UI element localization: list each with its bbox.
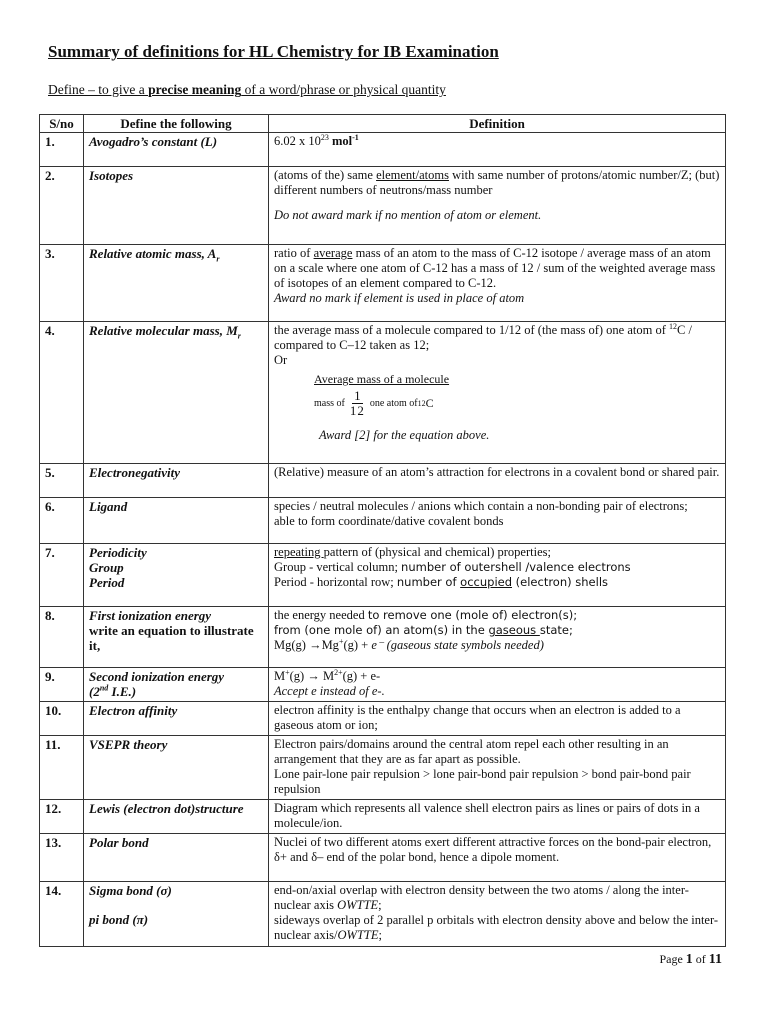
def-text: Period - horizontal row;: [274, 575, 397, 589]
table-row: [40, 498, 726, 544]
def-text: (g) → M: [289, 669, 335, 683]
mass-equation: [314, 372, 720, 418]
table-row: [40, 607, 726, 668]
define-instruction: [48, 82, 446, 98]
row-definition: [269, 882, 726, 947]
def-text: sideways overlap of 2 parallel p orbitals with electron density above and below the inter-nuclear axis/: [274, 913, 719, 942]
def-text: pattern of (physical and chemical) properties;: [323, 545, 551, 559]
def-text: Electron pairs/domains around the central atom repel each other resulting in an arrangement that they are as far apart as possible.: [274, 737, 669, 766]
table-row: [40, 736, 726, 800]
header-sno: S/no: [40, 115, 84, 133]
def-text: end-on/axial overlap with electron density between the two atoms / along the inter-nuclear axis: [274, 883, 689, 912]
equation-denominator: mass of $\frac{1}{12}$ one atom of 12 C: [314, 388, 434, 418]
def-text: from (one mole of) an atom(s) in the: [274, 623, 489, 637]
def-text: the energy needed: [274, 608, 368, 622]
def-text: Group - vertical column;: [274, 560, 402, 574]
def-underlined: occupied: [460, 575, 513, 589]
one-atom-text: one atom of: [369, 398, 418, 409]
table-row: [40, 882, 726, 947]
table-row: [40, 800, 726, 834]
term-text: I.E.): [108, 684, 137, 699]
table-row: [40, 245, 726, 322]
subtitle-post: of a word/phrase or physical quantity: [241, 82, 446, 97]
def-note: Award [2] for the equation above.: [319, 428, 490, 442]
term-sub: r: [237, 331, 241, 341]
row-number: 9.: [40, 668, 84, 702]
table-row: [40, 133, 726, 167]
table-row: [40, 322, 726, 464]
row-term: [84, 607, 269, 668]
row-term: [84, 245, 269, 322]
term-text: Second ionization energy: [89, 669, 225, 684]
row-number: 4.: [40, 322, 84, 464]
def-note: OWTTE: [337, 898, 379, 912]
term-text: Periodicity: [89, 545, 147, 560]
def-unit: mol: [328, 134, 353, 148]
table-row: [40, 668, 726, 702]
row-term: Electron affinity: [84, 702, 269, 736]
def-note: OWTTE: [337, 928, 379, 942]
row-term: [84, 668, 269, 702]
def-note: Do not award mark if no mention of atom or element.: [274, 208, 542, 222]
def-text: able to form coordinate/dative covalent bonds: [274, 514, 504, 528]
row-term: Lewis (electron dot)structure: [84, 800, 269, 834]
def-sup: 23: [320, 132, 329, 142]
table-row: [40, 834, 726, 882]
def-sup: +: [338, 636, 344, 646]
row-definition: [269, 736, 726, 800]
subtitle-pre: Define – to give a: [48, 82, 149, 97]
def-text: species / neutral molecules / anions which contain a non-bonding pair of electrons;: [274, 499, 688, 513]
def-text: (electron) shells: [512, 575, 609, 589]
term-text: First ionization energy: [89, 608, 212, 623]
term-text: Relative molecular mass, M: [89, 323, 238, 338]
term-sup: nd: [99, 683, 109, 693]
header-term: Define the following: [84, 115, 269, 133]
term-sub: r: [216, 254, 220, 264]
row-number: 10.: [40, 702, 84, 736]
row-number: 7.: [40, 544, 84, 607]
row-term: [84, 882, 269, 947]
term-text: (2: [89, 684, 100, 699]
table-row: [40, 464, 726, 498]
row-term: Electronegativity: [84, 464, 269, 498]
def-text: ;: [378, 898, 382, 912]
def-text: number of outershell /valence electrons: [401, 560, 631, 574]
row-definition: [269, 167, 726, 245]
def-underlined: repeating: [274, 545, 324, 559]
footer-text: of: [692, 952, 709, 966]
row-definition: electron affinity is the enthalpy change that occurs when an electron is added to a gaseous atom or ion;: [269, 702, 726, 736]
def-text: (atoms of the) same: [274, 168, 377, 182]
row-number: 8.: [40, 607, 84, 668]
row-term: VSEPR theory: [84, 736, 269, 800]
def-text: mass of an atom to the mass of C-12 isotope / average mass of an atom on a scale where one atom of C-12 has a mass of 12 / sum of the weighted average mass of isotopes of an element compared to C-12.: [274, 246, 716, 290]
table-header-row: [40, 115, 726, 133]
def-text: (g) +: [343, 638, 372, 652]
def-text: state;: [539, 623, 573, 637]
mass-of-text: mass of: [314, 398, 345, 409]
row-number: 12.: [40, 800, 84, 834]
def-note: Award no mark if element is used in place of atom: [274, 291, 525, 305]
row-number: 2.: [40, 167, 84, 245]
def-text: M: [274, 669, 286, 683]
fraction-twelve: 12: [349, 403, 365, 418]
equation-numerator: Average mass of a molecule: [314, 372, 450, 386]
subtitle-bold: precise meaning: [148, 82, 242, 97]
row-number: 3.: [40, 245, 84, 322]
def-sup: 12: [669, 321, 678, 331]
row-definition: [269, 544, 726, 607]
carbon-symbol: C: [425, 396, 434, 410]
row-definition: [269, 607, 726, 668]
row-definition: [269, 668, 726, 702]
row-number: 11.: [40, 736, 84, 800]
row-number: 6.: [40, 498, 84, 544]
one-twelfth-fraction: [350, 389, 365, 418]
page-total: 11: [708, 952, 722, 967]
term-text: Sigma bond (σ): [89, 883, 172, 898]
footer-text: Page: [659, 952, 686, 966]
def-sup: +: [285, 667, 290, 677]
row-definition: Nuclei of two different atoms exert different attractive forces on the bond-pair electron, δ+ and δ– end of the polar bond, hence a dipole moment.: [269, 834, 726, 882]
def-text: C / compared to C–12 taken as 12;: [274, 323, 692, 352]
document-title: Summary of definitions for HL Chemistry for IB Examination: [48, 42, 499, 61]
row-term: Polar bond: [84, 834, 269, 882]
table-row: [40, 167, 726, 245]
row-term: Isotopes: [84, 167, 269, 245]
row-term: [84, 544, 269, 607]
header-definition: Definition: [269, 115, 726, 133]
row-term: [84, 322, 269, 464]
page-footer: [659, 952, 722, 968]
row-term: Ligand: [84, 498, 269, 544]
def-sup: -1: [352, 132, 359, 142]
row-number: 14.: [40, 882, 84, 947]
row-definition: [269, 133, 726, 167]
row-definition: (Relative) measure of an atom’s attraction for electrons in a covalent bond or shared pair.: [269, 464, 726, 498]
def-text: with same number of protons/atomic number/Z; (but) different numbers of neutrons/mass number: [274, 168, 720, 197]
row-definition: Diagram which represents all valence shell electron pairs as lines or pairs of dots in a molecule/ion.: [269, 800, 726, 834]
term-text: Relative atomic mass, A: [89, 246, 217, 261]
def-note: Accept e instead of e-.: [274, 684, 385, 698]
definitions-table: [39, 114, 726, 947]
def-text: ;: [378, 928, 382, 942]
row-definition: [269, 498, 726, 544]
def-underlined: element/atoms: [376, 168, 449, 182]
def-underlined: gaseous: [488, 623, 540, 637]
row-number: 5.: [40, 464, 84, 498]
term-text: write an equation to illustrate it,: [89, 623, 254, 653]
row-definition: [269, 245, 726, 322]
def-text: Lone pair-lone pair repulsion > lone pair-bond pair repulsion > bond pair-bond pair repulsion: [274, 767, 691, 796]
def-text: number of: [396, 575, 461, 589]
row-definition: [269, 322, 726, 464]
term-text: Period: [89, 575, 125, 590]
page-number: 1: [685, 952, 693, 967]
def-text: Mg(g) →Mg: [274, 638, 339, 652]
def-text: (g) + e-: [342, 669, 381, 683]
def-text: 6.02 x 10: [274, 134, 321, 148]
def-text: to remove one (mole of) electron(s);: [367, 608, 578, 622]
def-note: e⁻ (gaseous state symbols needed): [371, 638, 544, 652]
row-number: 1.: [40, 133, 84, 167]
table-row: [40, 544, 726, 607]
def-sup: 2+: [334, 667, 343, 677]
def-or: Or: [274, 353, 288, 367]
def-text: ratio of: [274, 246, 314, 260]
term-text: Group: [89, 560, 124, 575]
def-text: the average mass of a molecule compared to 1/12 of (the mass of) one atom of: [274, 323, 670, 337]
table-row: [40, 702, 726, 736]
def-underlined: average: [313, 246, 353, 260]
term-text: pi bond (π): [89, 912, 149, 927]
row-number: 13.: [40, 834, 84, 882]
fraction-one: 1: [354, 388, 361, 403]
row-term: Avogadro’s constant (L): [84, 133, 269, 167]
